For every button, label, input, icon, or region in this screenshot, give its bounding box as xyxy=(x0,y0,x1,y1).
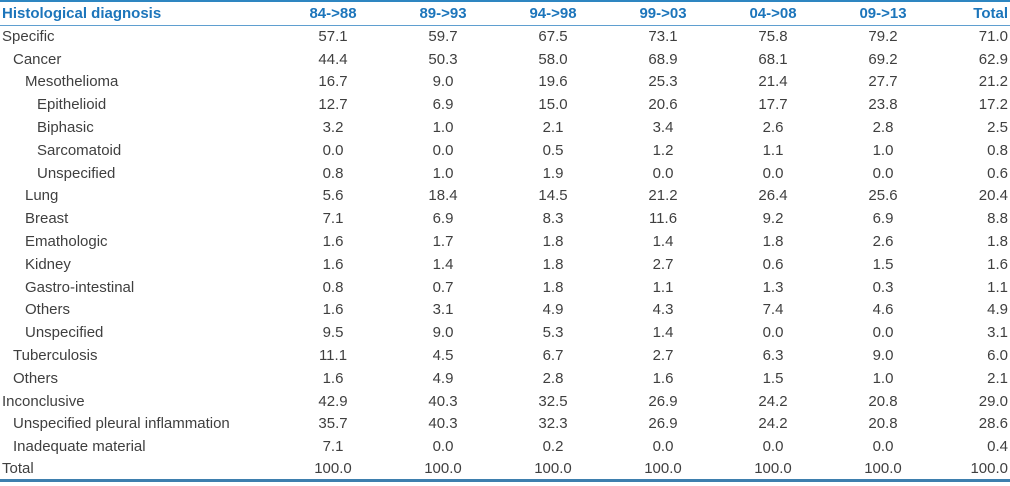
cell-value: 9.0 xyxy=(432,73,454,91)
cell-value: 0.0 xyxy=(652,164,674,182)
column-header-total: Total xyxy=(938,1,1010,25)
row-label: Unspecified xyxy=(37,164,116,182)
cell-value: 16.7 xyxy=(318,73,348,91)
cell-value: 4.3 xyxy=(652,301,674,319)
cell-value: 26.9 xyxy=(648,392,678,410)
cell-value: 2.6 xyxy=(872,233,894,251)
cell-value: 1.6 xyxy=(322,255,344,273)
cell-value: 42.9 xyxy=(318,392,348,410)
cell-value: 4.5 xyxy=(432,347,454,365)
table-row xyxy=(0,230,1010,253)
cell-value: 1.9 xyxy=(542,164,564,182)
cell-value: 3.2 xyxy=(322,119,344,137)
cell-value: 2.7 xyxy=(652,255,674,273)
cell-value: 6.3 xyxy=(762,347,784,365)
cell-value: 8.3 xyxy=(542,210,564,228)
table-row xyxy=(0,344,1010,367)
table-row xyxy=(0,367,1010,390)
cell-value: 19.6 xyxy=(538,73,568,91)
row-label: Epithelioid xyxy=(37,96,107,114)
cell-value: 0.0 xyxy=(762,164,784,182)
cell-value: 0.8 xyxy=(987,141,1008,159)
cell-value: 1.4 xyxy=(652,233,674,251)
row-label: Breast xyxy=(25,210,69,228)
row-label: Biphasic xyxy=(37,119,94,137)
cell-value: 18.4 xyxy=(428,187,458,205)
column-header-period-1: 84->88 xyxy=(278,1,388,25)
column-header-period-4: 99->03 xyxy=(608,1,718,25)
cell-value: 15.0 xyxy=(538,96,568,114)
cell-value: 44.4 xyxy=(318,50,348,68)
cell-value: 29.0 xyxy=(978,392,1008,410)
cell-value: 57.1 xyxy=(318,28,348,46)
cell-value: 0.0 xyxy=(432,438,454,456)
cell-value: 35.7 xyxy=(318,415,348,433)
cell-value: 1.1 xyxy=(762,141,784,159)
row-label: Others xyxy=(25,301,71,319)
cell-value: 25.6 xyxy=(868,187,898,205)
cell-value: 73.1 xyxy=(648,28,678,46)
row-label: Kidney xyxy=(25,255,71,273)
cell-value: 0.4 xyxy=(987,438,1008,456)
cell-value: 27.7 xyxy=(868,73,898,91)
cell-value: 7.1 xyxy=(322,438,344,456)
table-row xyxy=(0,207,1010,230)
cell-value: 58.0 xyxy=(538,50,568,68)
cell-value: 0.8 xyxy=(322,164,344,182)
cell-value: 6.0 xyxy=(987,347,1008,365)
cell-value: 68.9 xyxy=(648,50,678,68)
cell-value: 0.2 xyxy=(542,438,564,456)
cell-value: 2.6 xyxy=(762,119,784,137)
cell-value: 14.5 xyxy=(538,187,568,205)
cell-value: 1.6 xyxy=(322,301,344,319)
row-label: Inadequate material xyxy=(13,438,146,456)
cell-value: 2.7 xyxy=(652,347,674,365)
cell-value: 0.3 xyxy=(872,278,894,296)
cell-value: 1.6 xyxy=(322,233,344,251)
cell-value: 40.3 xyxy=(428,392,458,410)
row-label: Specific xyxy=(2,28,55,46)
table-row xyxy=(0,25,1010,48)
cell-value: 9.2 xyxy=(762,210,784,228)
cell-value: 100.0 xyxy=(970,460,1008,478)
cell-value: 0.6 xyxy=(987,164,1008,182)
cell-value: 9.0 xyxy=(432,324,454,342)
table-row xyxy=(0,139,1010,162)
cell-value: 6.9 xyxy=(432,96,454,114)
cell-value: 24.2 xyxy=(758,415,788,433)
row-label: Gastro-intestinal xyxy=(25,278,135,296)
cell-value: 9.0 xyxy=(872,347,894,365)
cell-value: 1.8 xyxy=(987,233,1008,251)
cell-value: 1.8 xyxy=(542,255,564,273)
row-label: Total xyxy=(2,460,34,478)
cell-value: 1.0 xyxy=(432,119,454,137)
cell-value: 100.0 xyxy=(424,460,462,478)
table-row xyxy=(0,299,1010,322)
cell-value: 4.6 xyxy=(872,301,894,319)
cell-value: 0.0 xyxy=(872,164,894,182)
table-body xyxy=(0,25,1010,481)
cell-value: 2.1 xyxy=(542,119,564,137)
cell-value: 40.3 xyxy=(428,415,458,433)
cell-value: 0.0 xyxy=(432,141,454,159)
cell-value: 25.3 xyxy=(648,73,678,91)
cell-value: 1.5 xyxy=(762,369,784,387)
table-row xyxy=(0,276,1010,299)
cell-value: 6.9 xyxy=(872,210,894,228)
cell-value: 17.7 xyxy=(758,96,788,114)
cell-value: 3.4 xyxy=(652,119,674,137)
cell-value: 32.5 xyxy=(538,392,568,410)
cell-value: 24.2 xyxy=(758,392,788,410)
table-row xyxy=(0,435,1010,458)
row-label: Others xyxy=(13,369,59,387)
cell-value: 21.4 xyxy=(758,73,788,91)
cell-value: 1.1 xyxy=(652,278,674,296)
table-row xyxy=(0,162,1010,185)
cell-value: 1.2 xyxy=(652,141,674,159)
row-label: Mesothelioma xyxy=(25,73,119,91)
cell-value: 7.4 xyxy=(762,301,784,319)
cell-value: 28.6 xyxy=(978,415,1008,433)
row-label: Inconclusive xyxy=(2,392,85,410)
cell-value: 1.6 xyxy=(987,255,1008,273)
cell-value: 0.8 xyxy=(322,278,344,296)
table-row xyxy=(0,390,1010,413)
cell-value: 100.0 xyxy=(754,460,792,478)
cell-value: 1.8 xyxy=(762,233,784,251)
cell-value: 1.6 xyxy=(652,369,674,387)
row-label: Unspecified pleural inflammation xyxy=(13,415,230,433)
cell-value: 6.9 xyxy=(432,210,454,228)
cell-value: 67.5 xyxy=(538,28,568,46)
cell-value: 20.4 xyxy=(978,187,1008,205)
cell-value: 32.3 xyxy=(538,415,568,433)
row-label: Emathologic xyxy=(25,233,108,251)
column-header-diagnosis: Histological diagnosis xyxy=(0,1,278,25)
cell-value: 3.1 xyxy=(987,324,1008,342)
cell-value: 2.1 xyxy=(987,369,1008,387)
cell-value: 5.3 xyxy=(542,324,564,342)
table-row xyxy=(0,458,1010,481)
cell-value: 0.0 xyxy=(652,438,674,456)
cell-value: 4.9 xyxy=(542,301,564,319)
cell-value: 100.0 xyxy=(534,460,572,478)
cell-value: 0.5 xyxy=(542,141,564,159)
cell-value: 0.7 xyxy=(432,278,454,296)
cell-value: 2.5 xyxy=(987,119,1008,137)
cell-value: 0.0 xyxy=(762,324,784,342)
cell-value: 3.1 xyxy=(432,301,454,319)
cell-value: 59.7 xyxy=(428,28,458,46)
cell-value: 1.5 xyxy=(872,255,894,273)
cell-value: 26.9 xyxy=(648,415,678,433)
row-label: Lung xyxy=(25,187,59,205)
cell-value: 1.3 xyxy=(762,278,784,296)
cell-value: 9.5 xyxy=(322,324,344,342)
column-header-period-5: 04->08 xyxy=(718,1,828,25)
cell-value: 1.8 xyxy=(542,278,564,296)
cell-value: 0.0 xyxy=(872,324,894,342)
table-row xyxy=(0,321,1010,344)
row-label: Cancer xyxy=(13,50,62,68)
cell-value: 20.8 xyxy=(868,415,898,433)
cell-value: 11.1 xyxy=(318,347,348,365)
cell-value: 21.2 xyxy=(648,187,678,205)
cell-value: 12.7 xyxy=(318,96,348,114)
table-row xyxy=(0,253,1010,276)
cell-value: 7.1 xyxy=(322,210,344,228)
cell-value: 8.8 xyxy=(987,210,1008,228)
cell-value: 20.8 xyxy=(868,392,898,410)
cell-value: 68.1 xyxy=(758,50,788,68)
table-row xyxy=(0,185,1010,208)
cell-value: 100.0 xyxy=(864,460,902,478)
cell-value: 2.8 xyxy=(542,369,564,387)
table-row xyxy=(0,48,1010,71)
cell-value: 23.8 xyxy=(868,96,898,114)
table-row xyxy=(0,413,1010,436)
row-label: Unspecified xyxy=(25,324,104,342)
cell-value: 4.9 xyxy=(987,301,1008,319)
cell-value: 1.0 xyxy=(872,369,894,387)
table-row xyxy=(0,116,1010,139)
cell-value: 71.0 xyxy=(978,28,1008,46)
cell-value: 1.7 xyxy=(432,233,454,251)
cell-value: 1.4 xyxy=(432,255,454,273)
cell-value: 2.8 xyxy=(872,119,894,137)
cell-value: 6.7 xyxy=(542,347,564,365)
cell-value: 0.0 xyxy=(762,438,784,456)
cell-value: 17.2 xyxy=(978,96,1008,114)
cell-value: 1.1 xyxy=(987,278,1008,296)
cell-value: 4.9 xyxy=(432,369,454,387)
cell-value: 0.0 xyxy=(322,141,344,159)
cell-value: 100.0 xyxy=(314,460,352,478)
cell-value: 0.6 xyxy=(762,255,784,273)
row-label: Sarcomatoid xyxy=(37,141,122,159)
column-header-period-6: 09->13 xyxy=(828,1,938,25)
row-label: Tuberculosis xyxy=(13,347,98,365)
cell-value: 75.8 xyxy=(758,28,788,46)
table-row xyxy=(0,93,1010,116)
cell-value: 62.9 xyxy=(978,50,1008,68)
cell-value: 1.0 xyxy=(872,141,894,159)
cell-value: 1.0 xyxy=(432,164,454,182)
cell-value: 1.4 xyxy=(652,324,674,342)
table-row xyxy=(0,71,1010,94)
cell-value: 26.4 xyxy=(758,187,788,205)
cell-value: 11.6 xyxy=(648,210,678,228)
cell-value: 20.6 xyxy=(648,96,678,114)
cell-value: 21.2 xyxy=(978,73,1008,91)
cell-value: 1.6 xyxy=(322,369,344,387)
cell-value: 50.3 xyxy=(428,50,458,68)
column-header-period-2: 89->93 xyxy=(388,1,498,25)
cell-value: 100.0 xyxy=(644,460,682,478)
column-header-period-3: 94->98 xyxy=(498,1,608,25)
cell-value: 69.2 xyxy=(868,50,898,68)
cell-value: 1.8 xyxy=(542,233,564,251)
cell-value: 5.6 xyxy=(322,187,344,205)
cell-value: 79.2 xyxy=(868,28,898,46)
cell-value: 0.0 xyxy=(872,438,894,456)
header-row xyxy=(0,1,1010,25)
